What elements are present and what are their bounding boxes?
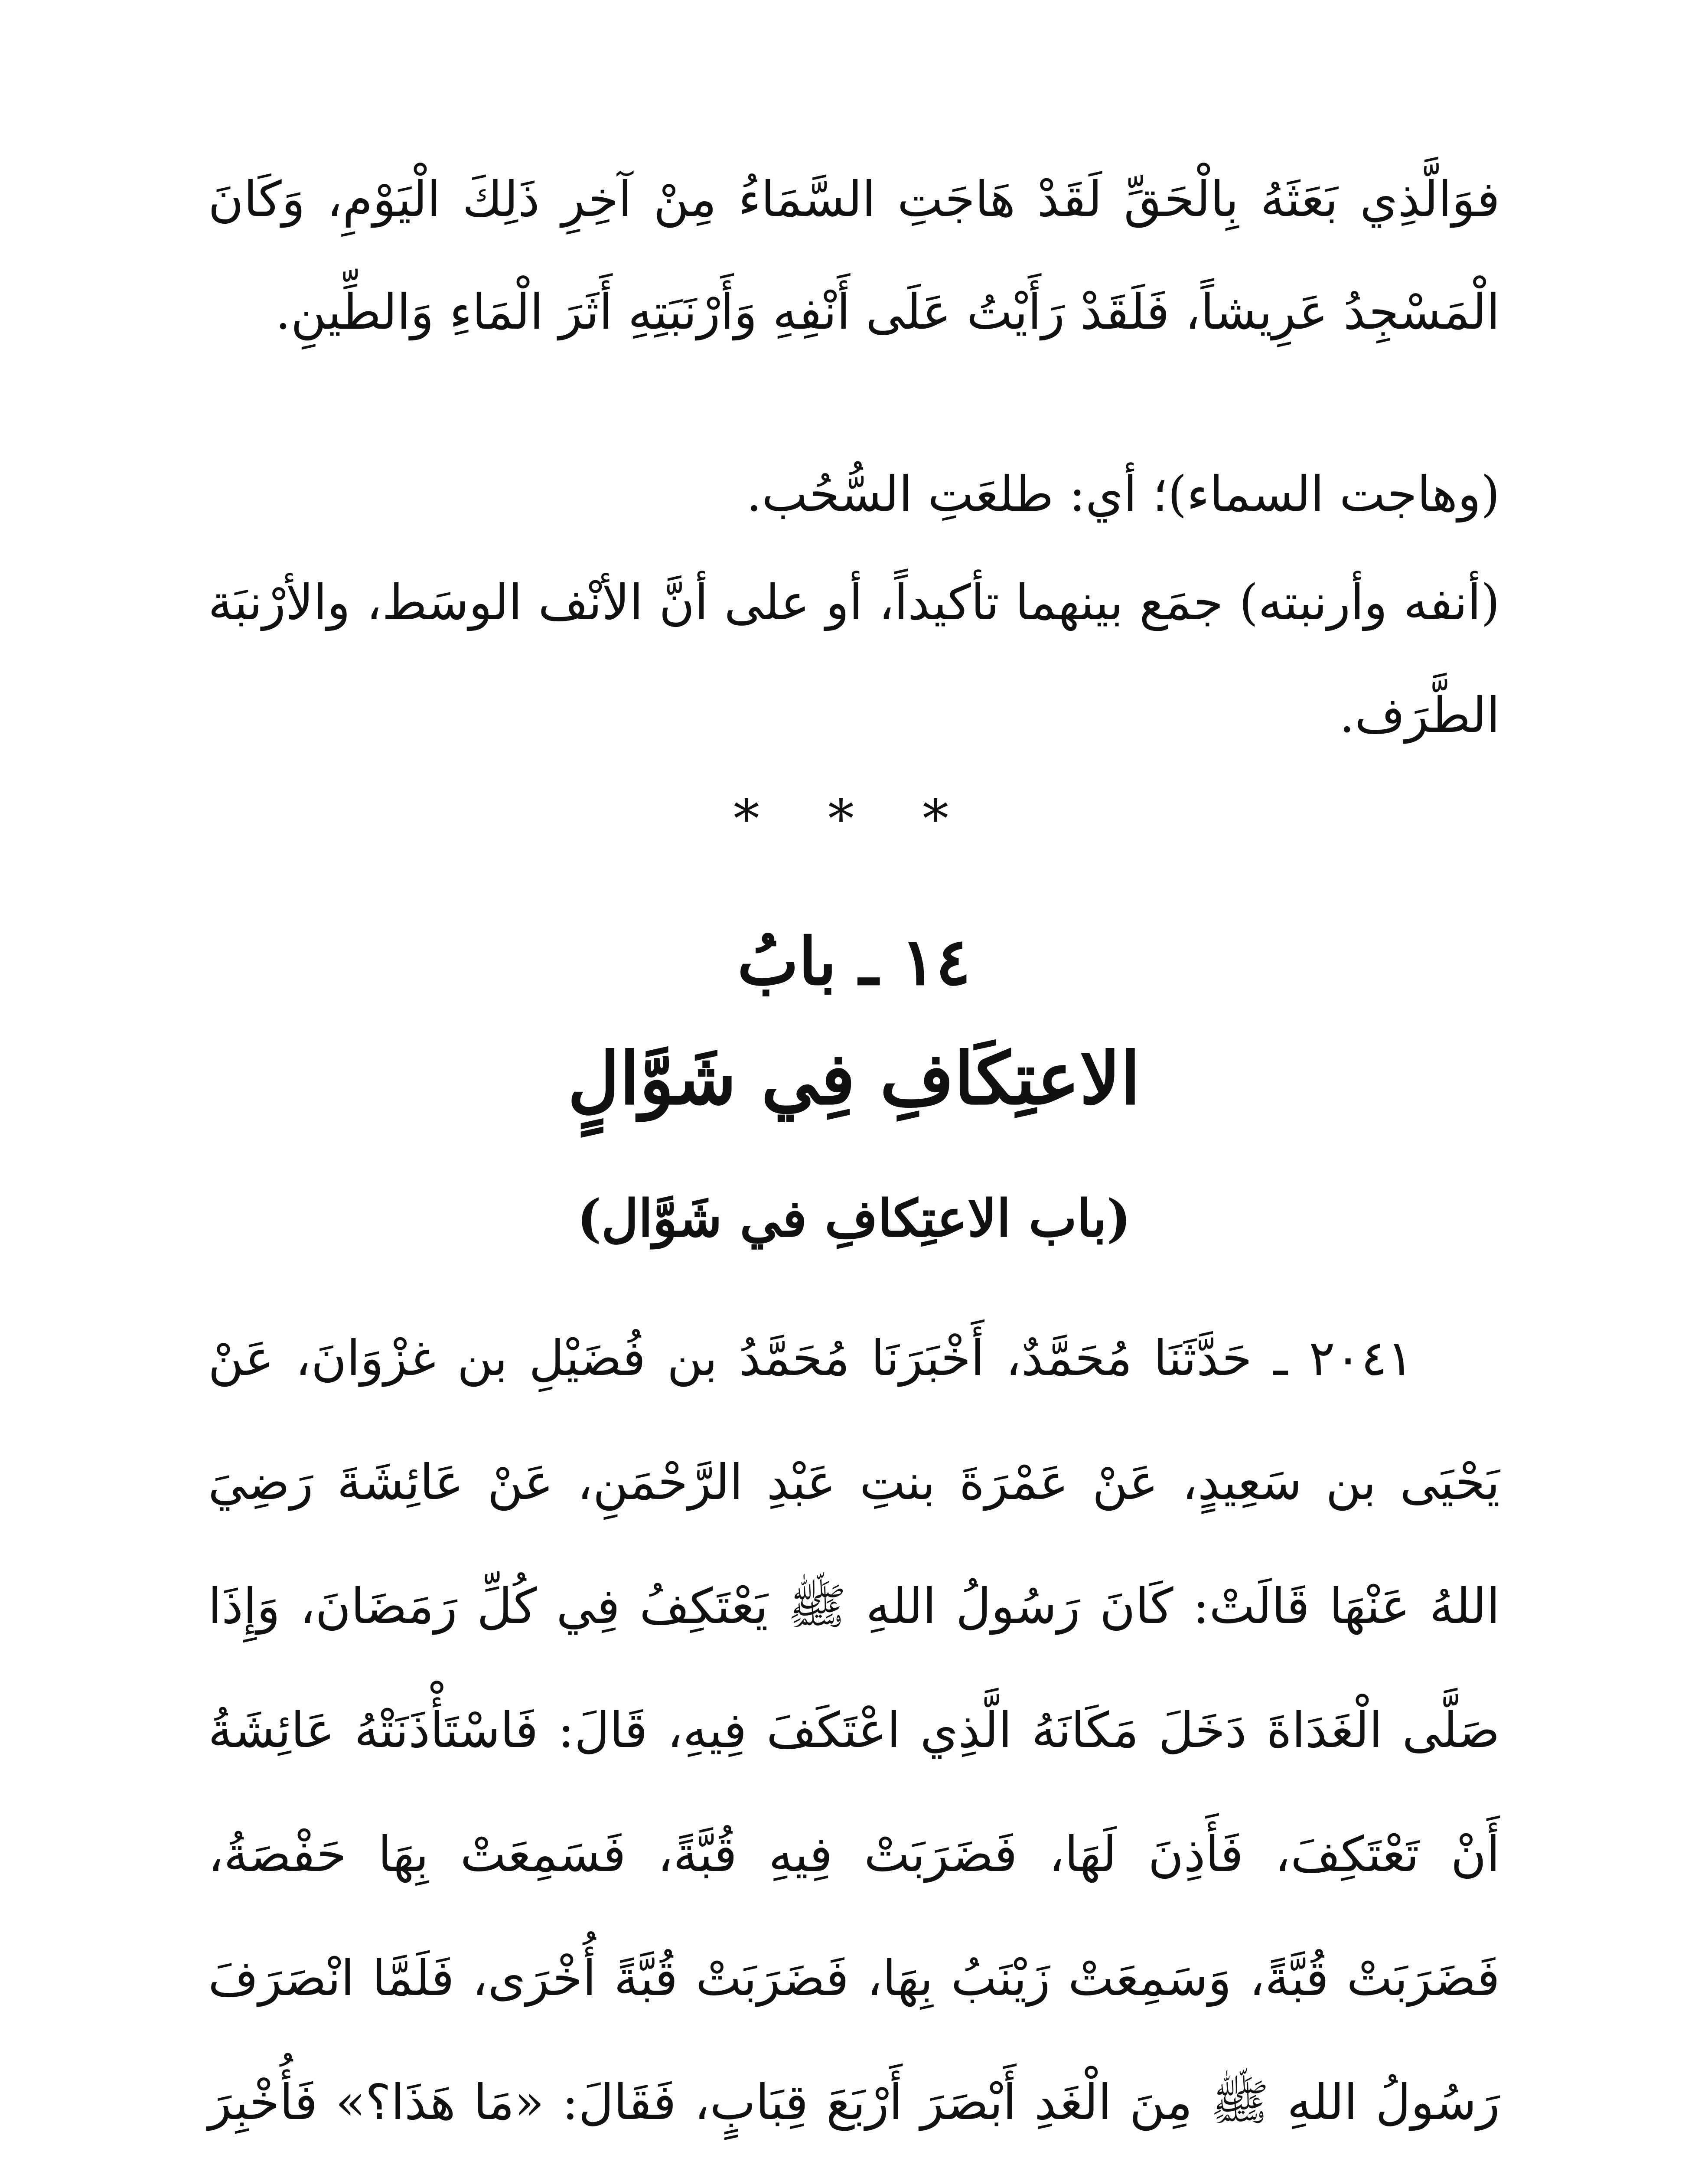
paragraph-hadith-ending: فوَالَّذِي بَعَثَهُ بِالْحَقِّ لَقَدْ هَاجَتِ السَّمَاءُ مِنْ آخِرِ ذَلِكَ الْيَوْمِ، وَكَانَ الْمَسْجِدُ عَرِيشاً، فَلَقَدْ رَأَيْتُ عَلَى أَنْفِهِ وَأَرْنَبَتِهِ أَثَرَ الْمَاءِ وَالطِّينِ. xyxy=(208,171,1500,340)
paragraph-commentary-sky: (وهاجت السماء)؛ أي: طلعَتِ السُّحُب. xyxy=(746,466,1500,522)
chapter-subtitle: (باب الاعتِكافِ في شَوَّال) xyxy=(577,1188,1131,1248)
section-separator: * * * xyxy=(733,789,975,849)
paragraph-commentary-nose: (أنفه وأرنبته) جمَع بينهما تأكيداً، أو على أنَّ الأنْف الوسَط، والأرْنبَة الطَّرَف. xyxy=(208,575,1500,744)
chapter-number: ١٤ ـ بابُ xyxy=(737,924,971,1000)
chapter-title: الاعتِكَافِ فِي شَوَّالٍ xyxy=(567,1036,1141,1120)
hadith-2041: ٢٠٤١ ـ حَدَّثَنَا مُحَمَّدٌ، أَخْبَرَنَا مُحَمَّدُ بن فُضَيْلِ بن غزْوَانَ، عَنْ يَحْيَى بن سَعِيدٍ، عَنْ عَمْرَةَ بنتِ عَبْدِ الرَّحْمَنِ، عَنْ عَائِشَةَ رَضِيَ اللهُ عَنْهَا قَالَتْ: كَانَ رَسُولُ اللهِ ﷺ يَعْتَكِفُ فِي كُلِّ رَمَضَانَ، وَإِذَا صَلَّى الْغَدَاةَ دَخَلَ مَكَانَهُ الَّذِي اعْتَكَفَ فِيهِ، قَالَ: فَاسْتَأْذَنَتْهُ عَائِشَةُ أَنْ تَعْتَكِفَ، فَأَذِنَ لَهَا، فَضَرَبَتْ فِيهِ قُبَّةً، فَسَمِعَتْ بِهَا حَفْصَةُ، فَضَرَبَتْ قُبَّةً، وَسَمِعَتْ زَيْنَبُ بِهَا، فَضَرَبَتْ قُبَّةً أُخْرَى، فَلَمَّا انْصَرَفَ رَسُولُ اللهِ ﷺ مِنَ الْغَدِ أَبْصَرَ أَرْبَعَ قِبَابٍ، فَقَالَ: «مَا هَذَا؟» فَأُخْبِرَ xyxy=(208,1330,1500,2131)
